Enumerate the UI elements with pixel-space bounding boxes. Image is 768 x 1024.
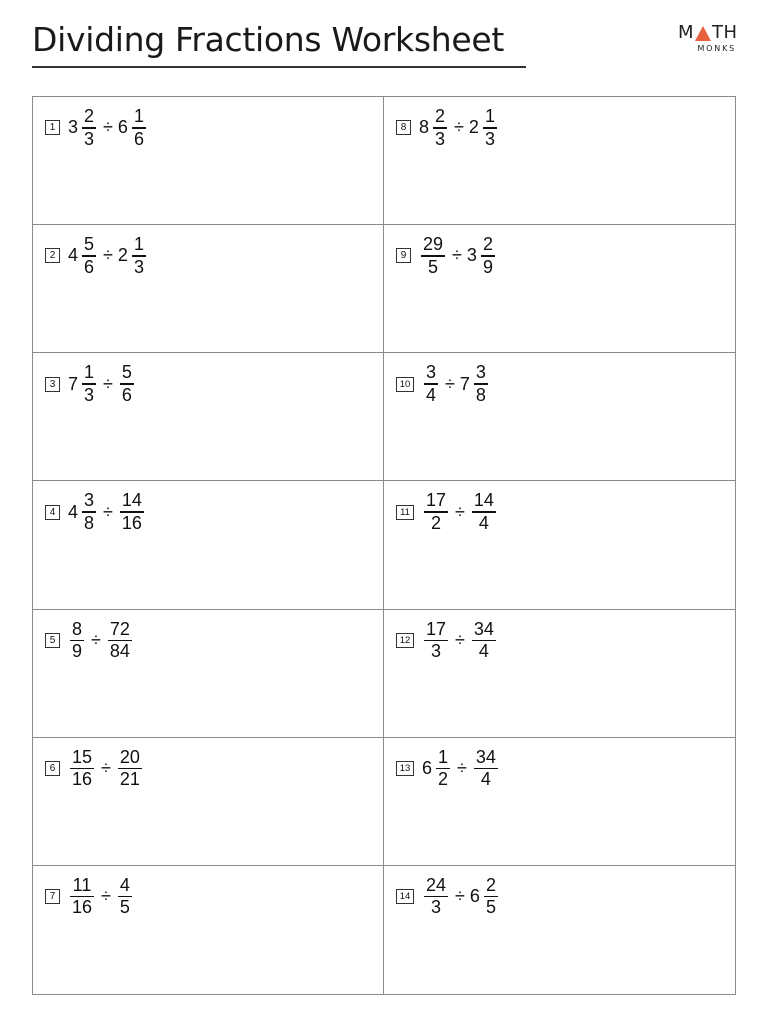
whole-number: 6 [422,757,433,778]
whole-number: 7 [459,373,470,394]
fraction [82,235,96,277]
denominator: 4 [478,641,489,662]
divide-sign: ÷ [101,886,111,907]
fraction [82,491,96,533]
problem-expression [396,363,490,405]
numerator: 11 [72,874,92,895]
whole-number: 6 [469,886,480,907]
fraction [118,748,142,790]
denominator: 5 [119,897,130,918]
problem-number: 8 [396,120,411,135]
problem-expression [396,748,500,790]
numerator: 3 [84,490,95,511]
divisor [106,620,134,662]
fraction [132,235,146,277]
problem-number: 13 [396,761,414,776]
fraction [70,876,94,918]
numerator: 29 [423,234,444,255]
problem-number: 10 [396,377,414,392]
numerator: 1 [438,746,449,767]
fraction [424,876,448,918]
divisor [470,876,500,918]
fraction [120,363,134,405]
numerator: 3 [426,362,437,383]
denominator: 4 [478,512,489,533]
problem-cell [33,610,384,738]
denominator: 4 [480,769,491,790]
dividend [422,620,450,662]
problem-cell [384,353,735,481]
denominator: 16 [121,512,142,533]
numerator: 14 [473,490,494,511]
dividend [68,491,98,533]
numerator: 14 [121,490,142,511]
fraction [424,620,448,662]
problem-grid [32,96,736,995]
numerator: 24 [426,874,447,895]
divide-sign: ÷ [101,757,111,778]
worksheet-header [32,18,736,70]
problem-cell [384,866,735,994]
problem-number: 2 [45,248,60,263]
numerator: 2 [84,106,95,126]
problem-expression [396,491,498,533]
divisor [469,107,499,149]
numerator: 1 [84,362,95,383]
fraction [424,491,448,533]
fraction [472,491,496,533]
problem-cell [33,97,384,225]
divide-sign: ÷ [457,757,467,778]
problem-expression [45,107,148,149]
denominator: 5 [485,897,496,918]
problem-number: 1 [45,120,60,135]
divisor [472,748,500,790]
divisor [467,235,497,277]
problem-number: 12 [396,633,414,648]
dividend [68,748,96,790]
divide-sign: ÷ [454,117,464,138]
denominator: 8 [475,384,486,405]
fraction [82,107,96,149]
logo-text-th: TH [712,22,738,43]
denominator: 4 [426,384,437,405]
denominator: 3 [431,641,442,662]
numerator: 5 [121,362,132,383]
problem-expression [45,235,148,277]
problem-expression [45,620,134,662]
problem-cell [384,481,735,609]
dividend [68,235,98,277]
numerator: 1 [484,106,495,126]
denominator: 2 [438,769,449,790]
whole-number: 3 [68,117,79,138]
whole-number: 2 [117,245,128,266]
problem-number: 4 [45,505,60,520]
dividend [419,235,447,277]
denominator: 16 [72,769,93,790]
problem-number: 14 [396,889,414,904]
fraction [70,748,94,790]
title-underline [32,66,526,68]
numerator: 1 [133,234,144,255]
denominator: 9 [482,256,493,277]
logo-text-m: M [678,22,695,43]
denominator: 9 [72,641,83,662]
denominator: 84 [109,641,130,662]
divisor [116,748,144,790]
denominator: 3 [484,128,495,149]
problem-expression [45,748,144,790]
page-title: Dividing Fractions Worksheet [32,20,504,59]
fraction [108,620,132,662]
dividend [68,620,86,662]
divisor [470,491,498,533]
dividend [422,876,450,918]
numerator: 34 [473,618,494,639]
divide-sign: ÷ [455,886,465,907]
problem-cell [384,225,735,353]
problem-number: 11 [396,505,414,520]
divide-sign: ÷ [91,629,101,650]
dividend [422,748,452,790]
fraction [472,620,496,662]
denominator: 8 [84,512,95,533]
problem-expression [396,876,500,918]
problem-expression [396,107,499,149]
numerator: 72 [109,618,130,639]
fraction [70,620,84,662]
dividend [422,363,440,405]
numerator: 3 [475,362,486,383]
problem-number: 7 [45,889,60,904]
problem-number: 5 [45,633,60,648]
dividend [422,491,450,533]
math-monks-logo [678,24,736,68]
problem-cell [384,610,735,738]
problem-number: 3 [45,377,60,392]
fraction [436,748,450,790]
whole-number: 4 [68,245,79,266]
problem-expression [396,620,498,662]
problem-expression [45,491,146,533]
divide-sign: ÷ [103,245,113,266]
divide-sign: ÷ [455,501,465,522]
numerator: 5 [84,234,95,255]
problem-cell [33,866,384,994]
divisor [118,107,148,149]
dividend [68,107,98,149]
numerator: 4 [119,874,130,895]
fraction [421,235,445,277]
numerator: 34 [475,746,496,767]
fraction [132,107,146,149]
whole-number: 7 [68,373,79,394]
fraction [474,363,488,405]
divisor [118,491,146,533]
numerator: 17 [426,490,447,511]
problem-expression [45,363,136,405]
whole-number: 8 [419,117,430,138]
dividend [419,107,449,149]
problem-cell [33,225,384,353]
divide-sign: ÷ [103,117,113,138]
problem-expression [45,876,134,918]
numerator: 2 [482,234,493,255]
problem-cell [384,97,735,225]
denominator: 3 [84,384,95,405]
divisor [118,235,148,277]
numerator: 1 [133,106,144,126]
denominator: 6 [121,384,132,405]
logo-subtext: MONKS [697,44,736,53]
divisor [470,620,498,662]
dividend [68,363,98,405]
divide-sign: ÷ [445,373,455,394]
whole-number: 3 [466,245,477,266]
problem-cell [33,481,384,609]
fraction [118,876,132,918]
denominator: 3 [133,256,144,277]
problem-number: 9 [396,248,411,263]
denominator: 3 [431,897,442,918]
divide-sign: ÷ [103,373,113,394]
denominator: 3 [435,128,446,149]
fraction [484,876,498,918]
whole-number: 2 [468,117,479,138]
denominator: 5 [428,256,439,277]
divide-sign: ÷ [455,629,465,650]
problem-expression [396,235,497,277]
fraction [424,363,438,405]
numerator: 8 [72,618,83,639]
problem-cell [384,738,735,866]
whole-number: 6 [117,117,128,138]
problem-number: 6 [45,761,60,776]
numerator: 15 [72,746,93,767]
whole-number: 4 [68,501,79,522]
denominator: 6 [133,128,144,149]
numerator: 20 [119,746,140,767]
denominator: 2 [431,512,442,533]
numerator: 2 [485,874,496,895]
problem-cell [33,353,384,481]
fraction [82,363,96,405]
divide-sign: ÷ [103,501,113,522]
fraction [483,107,497,149]
denominator: 3 [84,128,95,149]
divisor [116,876,134,918]
denominator: 16 [72,897,93,918]
dividend [68,876,96,918]
denominator: 6 [84,256,95,277]
fraction [120,491,144,533]
divide-sign: ÷ [452,245,462,266]
fraction [433,107,447,149]
divisor [118,363,136,405]
problem-cell [33,738,384,866]
logo-triangle-icon [695,26,711,41]
denominator: 21 [119,769,140,790]
divisor [460,363,490,405]
fraction [481,235,495,277]
numerator: 17 [426,618,447,639]
numerator: 2 [435,106,446,126]
fraction [474,748,498,790]
